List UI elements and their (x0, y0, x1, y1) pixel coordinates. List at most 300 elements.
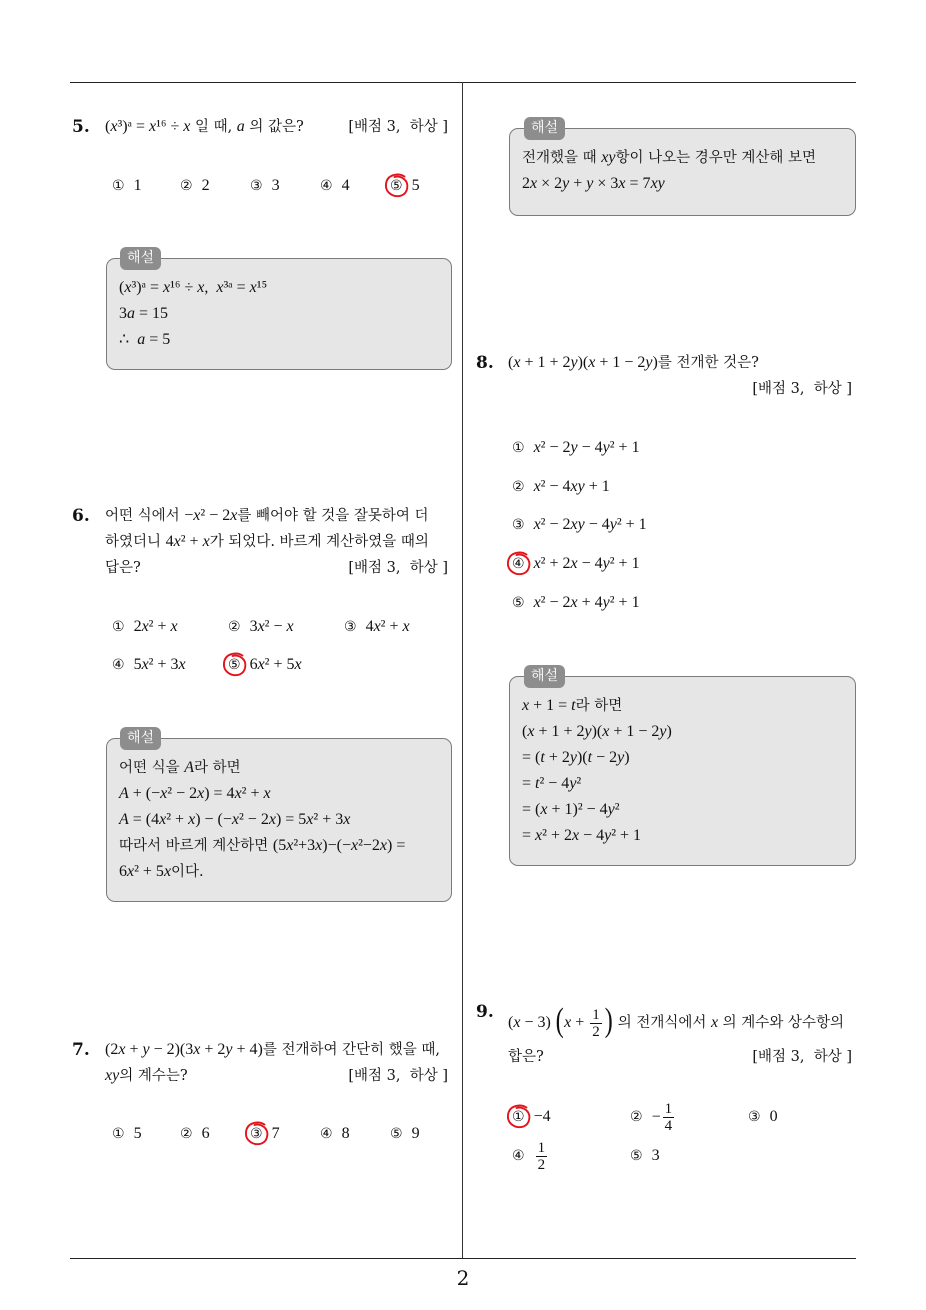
math-variable: x (533, 516, 541, 533)
math-expression: 0 (769, 1108, 778, 1125)
choice-option (390, 1119, 420, 1149)
choice-number-mark: ① (512, 440, 525, 456)
text-segment: 라 하면 (575, 698, 623, 714)
text-segment: 의 값은? (244, 119, 304, 135)
math-variable: x (533, 478, 541, 495)
math-variable: x (601, 149, 609, 166)
solution-text (119, 807, 350, 833)
solution-text (522, 145, 816, 171)
text-segment: 전개했을 때 (522, 150, 602, 166)
choice-value (412, 1125, 420, 1143)
score-label: [배점 3, 하상 ] (752, 381, 852, 397)
math-variable: x (127, 863, 135, 880)
math-expression: 4 (341, 177, 350, 194)
math-expression: − (651, 1108, 661, 1125)
text-segment: 의 계수는? (119, 1068, 188, 1084)
math-expression: (x³)ᵃ = x¹⁶ ÷ x, x³ᵃ = x¹⁵ (119, 279, 268, 296)
math-expression: x² − 2x + 4y² + 1 (533, 594, 640, 611)
choice-value (134, 618, 178, 636)
math-expression: x + 1 = t (522, 697, 576, 714)
big-parenthesis: ) (604, 1002, 613, 1039)
choice-number-mark: ⑤ (512, 595, 525, 611)
math-expression: 4x² + x (365, 618, 410, 635)
math-expression: −x² − 2x (184, 507, 238, 524)
math-expression: 5 (411, 177, 420, 194)
choice-option (630, 1102, 676, 1132)
solution-text (119, 327, 170, 353)
fraction-denominator: 2 (537, 1156, 546, 1173)
math-variable: x (530, 175, 538, 192)
math-expression: 3 (271, 177, 280, 194)
stem-text (508, 1002, 844, 1044)
choice-number-mark: ④ (512, 1148, 525, 1164)
solution-box (509, 676, 856, 866)
math-variable: x (105, 1067, 113, 1084)
big-parenthesis: ( (555, 1002, 564, 1039)
math-expression: 5 (133, 1125, 142, 1142)
score-label: [배점 3, 하상 ] (348, 560, 448, 576)
stem-line (105, 503, 448, 529)
math-variable: x (343, 811, 351, 828)
math-variable: y (617, 749, 625, 766)
solution-line (522, 171, 843, 197)
solution-line (119, 275, 439, 301)
math-variable: x (350, 837, 359, 854)
choice-value (202, 177, 210, 195)
stem-text (105, 529, 429, 555)
score-label: [배점 3, 하상 ] (348, 1068, 448, 1084)
stem-line (105, 555, 448, 581)
math-variable: x (162, 279, 171, 296)
problem-stem (508, 1002, 852, 1070)
score-label: [배점 3, 하상 ] (348, 119, 448, 135)
math-variable: t (587, 749, 593, 766)
choice-value (534, 1140, 550, 1173)
math-expression: (x + 1 + 2y)(x + 1 − 2y) (508, 354, 658, 371)
answer-circle-stroke (224, 654, 245, 676)
stem-text (508, 350, 759, 376)
math-variable: x (402, 618, 410, 635)
choice-number-mark: ① (112, 619, 125, 635)
math-variable: t (540, 749, 545, 766)
math-variable: y (584, 723, 592, 740)
choice-number-mark: ① (112, 1126, 125, 1142)
solution-text (522, 823, 641, 849)
math-variable: y (569, 775, 577, 792)
choice-number-mark: ⑤ (228, 656, 241, 674)
problem-number: 6. (72, 506, 90, 526)
math-expression: 3 (651, 1147, 660, 1164)
text-segment: 라 하면 (194, 760, 241, 776)
math-variable: x (618, 175, 626, 192)
math-variable: x (533, 555, 541, 572)
text-segment: 를 전개한 것은? (657, 355, 759, 371)
stem-line (508, 350, 852, 376)
stem-text (105, 114, 304, 140)
math-variable: t (535, 775, 540, 792)
math-variable: x (570, 594, 578, 611)
choice-option (512, 549, 640, 579)
math-variable: y (562, 175, 570, 192)
choice-option (112, 171, 142, 201)
math-expression: 3x² − x (249, 618, 294, 635)
problem-stem (508, 350, 852, 402)
problem-number: 5. (72, 117, 90, 137)
choice-number-mark: ③ (250, 1125, 263, 1143)
math-variable: a (236, 118, 245, 135)
math-expression: 2x × 2y + y × 3x = 7xy (522, 175, 665, 192)
choice-option (320, 171, 350, 201)
solution-tab: 해설 (120, 727, 161, 750)
choice-option (180, 1119, 210, 1149)
math-expression: x² − 2y − 4y² + 1 (533, 439, 640, 456)
math-expression: x + (564, 1014, 589, 1031)
solution-line (119, 327, 439, 353)
stem-text (105, 1037, 440, 1063)
choice-value (412, 177, 420, 195)
solution-text (522, 797, 620, 823)
math-variable: x (141, 618, 149, 635)
solution-line (522, 719, 843, 745)
math-expression: 2x² + x (133, 618, 178, 635)
math-expression: 6x² + 5x (249, 656, 302, 673)
solution-line (119, 755, 439, 781)
text-segment: 의 전개식에서 (613, 1015, 711, 1031)
fraction (663, 1101, 675, 1134)
problem-number: 8. (476, 353, 494, 373)
stem-line (105, 114, 448, 140)
math-expression: 9 (411, 1125, 420, 1142)
choice-option (512, 433, 640, 463)
choice-number-mark: ② (630, 1109, 643, 1125)
math-variable: x (257, 618, 265, 635)
choice-number-mark: ③ (512, 517, 525, 533)
math-expression: 6 (201, 1125, 210, 1142)
text-segment: 를 빼어야 할 것을 잘못하여 더 (237, 508, 429, 524)
stem-line (508, 1044, 852, 1070)
choice-number-mark: ① (512, 1108, 525, 1126)
math-variable: x (540, 801, 548, 818)
math-variable: x (570, 555, 578, 572)
text-segment: 어떤 식을 (119, 760, 185, 776)
solution-box (106, 738, 452, 902)
choice-value (202, 1125, 210, 1143)
solution-text (522, 719, 672, 745)
text-segment: 따라서 바르게 계산하면 (119, 838, 273, 854)
math-variable: x (193, 507, 201, 524)
math-variable: x (197, 279, 205, 296)
math-variable: x (571, 827, 580, 844)
choice-number-mark: ② (512, 479, 525, 495)
choice-value (534, 555, 640, 573)
answer-circle-stroke (386, 175, 407, 197)
math-variable: x (535, 827, 543, 844)
choice-option (512, 1102, 551, 1132)
page-number: 2 (456, 1266, 470, 1290)
choice-value (342, 1125, 350, 1143)
choice-number-mark: ② (180, 1126, 193, 1142)
math-variable: y (657, 175, 665, 192)
stem-text (508, 1044, 544, 1070)
math-variable: y (602, 439, 610, 456)
solution-text (522, 171, 665, 197)
math-expression: 7 (271, 1125, 280, 1142)
math-variable: x (286, 618, 294, 635)
choice-option (512, 1141, 549, 1171)
math-expression: −4 (533, 1108, 551, 1125)
solution-text (119, 275, 267, 301)
math-variable: x (216, 279, 224, 296)
math-expression: x² − 2xy − 4y² + 1 (533, 516, 647, 533)
text-segment: 일 때, (190, 119, 237, 135)
math-variable: x (202, 533, 210, 550)
solution-line (522, 823, 843, 849)
choice-number-mark: ③ (250, 178, 263, 194)
text-segment: 하였더니 (105, 534, 166, 550)
choice-option (344, 612, 410, 642)
fraction-denominator: 4 (664, 1117, 673, 1134)
math-variable: A (119, 785, 129, 802)
choice-option (748, 1102, 778, 1132)
choice-value (342, 177, 350, 195)
math-expression: = t² − 4y² (522, 775, 582, 792)
stem-line (105, 529, 448, 555)
score-label: [배점 3, 하상 ] (752, 1049, 852, 1065)
math-variable: x (124, 279, 132, 296)
math-variable: y (569, 749, 577, 766)
choice-value (652, 1101, 677, 1134)
math-variable: x (315, 837, 323, 854)
math-expression (601, 149, 615, 166)
solution-line (119, 833, 439, 859)
math-variable: y (586, 175, 594, 192)
choice-value (534, 439, 640, 457)
solution-tab: 해설 (524, 665, 565, 688)
answer-circle-mark (243, 1119, 271, 1147)
solution-line (522, 771, 843, 797)
text-segment: 의 계수와 상수항의 (718, 1015, 844, 1031)
math-expression (237, 118, 245, 135)
stem-text (105, 503, 428, 529)
math-expression: (x − 3) (508, 1014, 555, 1031)
choice-number-mark: ② (228, 619, 241, 635)
choice-number-mark: ④ (320, 178, 333, 194)
choice-value (534, 594, 640, 612)
choice-value (250, 618, 294, 636)
solution-text (119, 301, 168, 327)
math-variable: x (570, 516, 578, 533)
answer-circle-mark (505, 1102, 533, 1130)
text-segment: 어떤 식에서 (105, 508, 185, 524)
math-expression: 8 (341, 1125, 350, 1142)
math-variable: y (142, 1041, 150, 1058)
text-segment: 답은? (105, 560, 141, 576)
solution-line (522, 693, 843, 719)
math-expression: 1 (133, 177, 142, 194)
math-variable: y (577, 478, 585, 495)
math-variable: y (608, 149, 616, 166)
math-variable: y (609, 516, 617, 533)
math-expression: 4x² + x (165, 533, 210, 550)
math-expression: ∴ a = 5 (119, 331, 171, 348)
fraction-numerator: 1 (664, 1100, 673, 1117)
choice-option (112, 1119, 142, 1149)
problem-number: 9. (476, 1002, 494, 1022)
math-variable: x (513, 354, 521, 371)
math-variable: a (127, 305, 135, 322)
math-variable: x (257, 656, 265, 673)
math-variable: y (225, 1041, 233, 1058)
solution-tab: 해설 (120, 247, 161, 270)
choice-value (272, 1125, 280, 1143)
math-variable: x (170, 618, 178, 635)
math-variable: x (286, 837, 294, 854)
answer-circle-stroke (246, 1123, 267, 1145)
solution-tab: 해설 (524, 117, 565, 140)
math-variable: x (193, 1041, 201, 1058)
math-variable: a (137, 331, 146, 348)
answer-circle-mark (221, 650, 249, 678)
fraction-numerator: 1 (537, 1139, 546, 1156)
solution-line (522, 745, 843, 771)
math-variable: x (118, 1041, 126, 1058)
fraction (536, 1140, 548, 1173)
solution-text (119, 781, 271, 807)
math-expression (184, 759, 194, 776)
top-rule (70, 82, 856, 83)
math-variable: y (645, 354, 653, 371)
choice-number-mark: ③ (344, 619, 357, 635)
math-expression: = x² + 2x − 4y² + 1 (522, 827, 642, 844)
choice-option (512, 588, 640, 618)
math-expression: = (x + 1)² − 4y² (522, 801, 620, 818)
math-expression: 6x² + 5x (119, 863, 172, 880)
math-variable: A (119, 811, 129, 828)
math-expression: A + (−x² − 2x) = 4x² + x (119, 785, 271, 802)
math-variable: y (570, 439, 578, 456)
text-segment: 항이 나오는 경우만 계산해 보면 (615, 150, 817, 166)
problem-number: 7. (72, 1040, 90, 1060)
stem-text (105, 1063, 188, 1089)
math-variable: x (230, 507, 238, 524)
solution-box (509, 128, 856, 216)
math-variable: x (306, 811, 314, 828)
math-variable: x (110, 118, 118, 135)
choice-option (320, 1119, 350, 1149)
math-expression: 2 (201, 177, 210, 194)
choice-option (228, 612, 294, 642)
choice-option (630, 1141, 660, 1171)
math-expression: x² + 2x − 4y² + 1 (533, 555, 640, 572)
choice-value (134, 1125, 142, 1143)
choice-value (134, 177, 142, 195)
math-expression: (x³)ᵃ = x¹⁶ ÷ x (105, 118, 191, 135)
choice-option (250, 1119, 280, 1149)
problem-stem (105, 503, 448, 581)
choice-value (366, 618, 410, 636)
math-expression: x² − 4xy + 1 (533, 478, 610, 495)
math-variable: x (294, 656, 302, 673)
math-variable: x (533, 594, 541, 611)
choice-number-mark: ④ (512, 555, 525, 573)
math-variable: x (527, 723, 535, 740)
math-variable: y (570, 354, 578, 371)
math-variable: x (183, 118, 191, 135)
stem-line (105, 1063, 448, 1089)
math-variable: y (112, 1067, 120, 1084)
math-variable: x (268, 811, 276, 828)
math-variable: x (570, 478, 578, 495)
math-expression: = (t + 2y)(t − 2y) (522, 749, 630, 766)
text-segment: 이다. (171, 864, 204, 880)
solution-line (119, 859, 439, 885)
problem-stem (105, 1037, 448, 1089)
math-variable: x (710, 1014, 719, 1031)
answer-circle-mark (383, 171, 411, 199)
math-variable: x (564, 1014, 572, 1031)
choice-number-mark: ⑤ (390, 1126, 403, 1142)
math-variable: y (604, 827, 612, 844)
text-segment: 를 전개하여 간단히 했을 때, (262, 1042, 440, 1058)
solution-line (522, 145, 843, 171)
solution-line (522, 797, 843, 823)
math-variable: x (513, 1014, 521, 1031)
math-expression: (x + 1 + 2y)(x + 1 − 2y) (522, 723, 672, 740)
math-expression: (2x + y − 2)(3x + 2y + 4) (105, 1041, 263, 1058)
choice-option (512, 472, 610, 502)
column-divider (462, 82, 463, 1258)
math-variable: x (234, 785, 242, 802)
choice-value (770, 1108, 778, 1126)
solution-text (119, 755, 241, 781)
choice-number-mark: ④ (112, 657, 125, 673)
choice-number-mark: ① (112, 178, 125, 194)
choice-option (512, 510, 647, 540)
choice-value (534, 516, 647, 534)
math-variable: x (173, 533, 181, 550)
math-variable: y (659, 723, 667, 740)
math-variable: x (263, 785, 271, 802)
math-variable: y (607, 801, 615, 818)
solution-text (522, 771, 581, 797)
math-variable: x (522, 697, 530, 714)
stem-line (508, 376, 852, 402)
bottom-rule (70, 1258, 856, 1259)
math-variable: y (602, 594, 610, 611)
math-variable: x (379, 837, 388, 854)
math-variable: x (231, 811, 239, 828)
solution-line (119, 301, 439, 327)
math-expression (105, 1067, 119, 1084)
choice-value (134, 656, 186, 674)
choice-value (652, 1147, 660, 1165)
choice-number-mark: ⑤ (630, 1148, 643, 1164)
math-expression: A = (4x² + x) − (−x² − 2x) = 5x² + 3x (119, 811, 351, 828)
fraction (590, 1007, 602, 1040)
solution-line (119, 781, 439, 807)
math-expression (711, 1014, 718, 1031)
text-segment: 가 되었다. 바르게 계산하였을 때의 (209, 534, 429, 550)
stem-line (508, 1002, 852, 1044)
math-variable: x (159, 811, 167, 828)
choice-value (250, 656, 302, 674)
answer-circle-stroke (508, 1106, 529, 1128)
answer-circle-stroke (508, 553, 529, 575)
choice-value (534, 1108, 551, 1126)
math-variable: y (602, 555, 610, 572)
choice-value (534, 478, 610, 496)
choice-option (180, 171, 210, 201)
